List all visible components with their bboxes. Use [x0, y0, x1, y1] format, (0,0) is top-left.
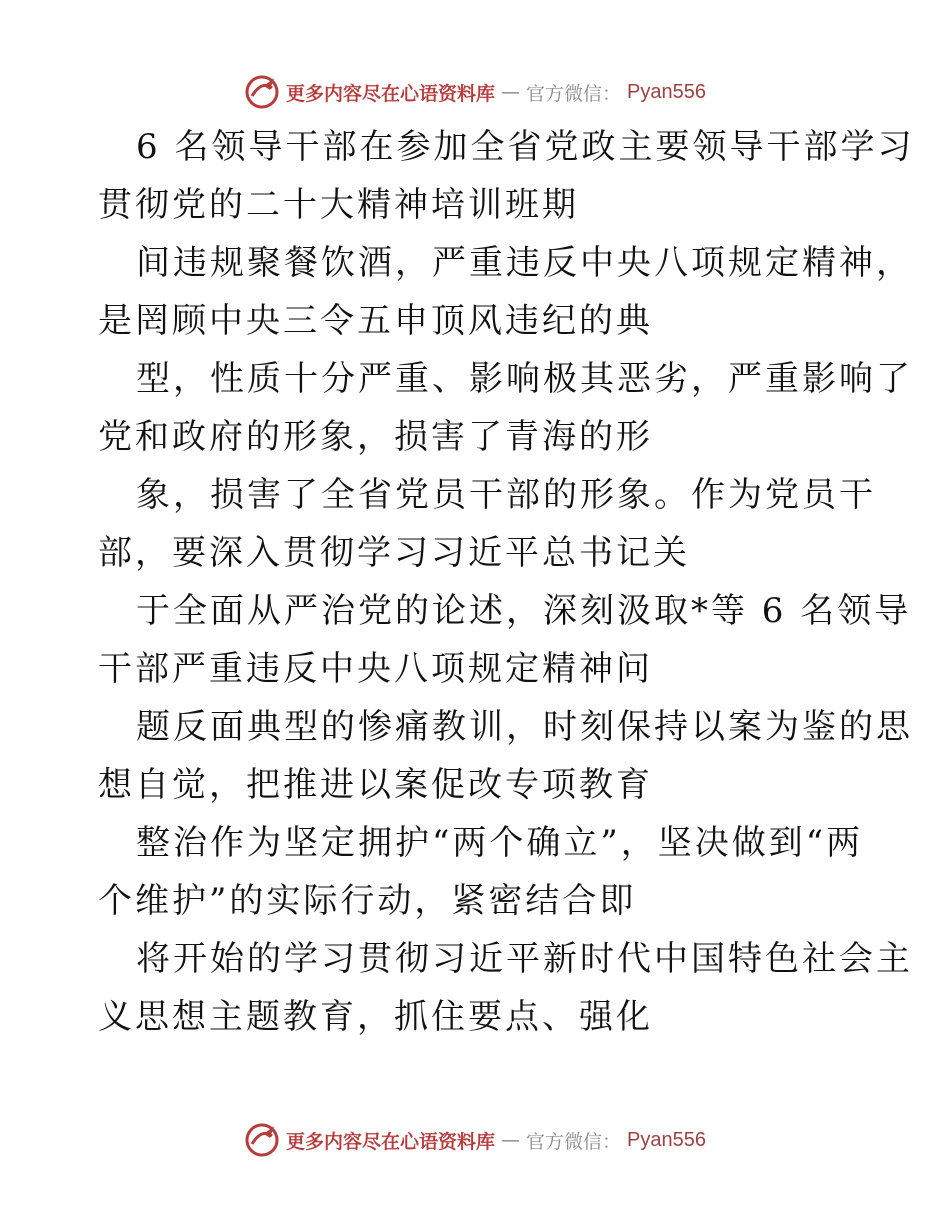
paragraph — [98, 350, 913, 466]
paragraph-line: 象，损害了全省党员干部的形象。作为党员干 — [136, 475, 876, 515]
paragraph-line: 于全面从严治党的论述，深刻汲取*等 6 名领导 — [136, 591, 912, 631]
watermark-separator: — — [501, 81, 521, 103]
watermark-separator: — — [501, 1129, 521, 1151]
header-watermark — [0, 72, 950, 112]
paragraph-line: 想自觉，把推进以案促改专项教育 — [98, 765, 653, 805]
watermark-text: 更多内容尽在心语资料库 — [286, 1130, 496, 1153]
document-body — [98, 118, 915, 1046]
paragraph — [98, 234, 913, 350]
paragraph-line: 贯彻党的二十大精神培训班期 — [98, 185, 579, 225]
paragraph — [98, 814, 864, 930]
paragraph-line: 题反面典型的惨痛教训，时刻保持以案为鉴的思 — [136, 707, 913, 747]
paragraph-line: 将开始的学习贯彻习近平新时代中国特色社会主 — [136, 939, 913, 979]
paragraph-line: 党和政府的形象，损害了青海的形 — [98, 417, 653, 457]
paragraph-line: 间违规聚餐饮酒，严重违反中央八项规定精神， — [136, 243, 913, 283]
watermark-label: 官方微信： — [526, 1130, 622, 1153]
paragraph — [98, 466, 876, 582]
paragraph — [98, 698, 913, 814]
paragraph-line: 型，性质十分严重、影响极其恶劣，严重影响了 — [136, 359, 913, 399]
brand-logo-icon — [244, 74, 280, 110]
watermark-handle: Pyan556 — [627, 1128, 706, 1151]
paragraph — [98, 582, 912, 698]
watermark-label: 官方微信： — [526, 82, 622, 105]
paragraph-line: 义思想主题教育，抓住要点、强化 — [98, 997, 653, 1037]
paragraph-line: 6 名领导干部在参加全省党政主要领导干部学习 — [136, 127, 915, 167]
paragraph-line: 整治作为坚定拥护“两个确立”，坚决做到“两 — [136, 823, 864, 863]
paragraph — [98, 118, 915, 234]
paragraph-line: 部，要深入贯彻学习习近平总书记关 — [98, 533, 690, 573]
paragraph-line: 是罔顾中央三令五申顶风违纪的典 — [98, 301, 653, 341]
watermark-handle: Pyan556 — [627, 80, 706, 103]
footer-watermark — [0, 1120, 950, 1160]
watermark-text: 更多内容尽在心语资料库 — [286, 82, 496, 105]
brand-logo-icon — [244, 1122, 280, 1158]
paragraph-line: 个维护”的实际行动，紧密结合即 — [98, 881, 637, 921]
paragraph — [98, 930, 913, 1046]
paragraph-line: 干部严重违反中央八项规定精神问 — [98, 649, 653, 689]
